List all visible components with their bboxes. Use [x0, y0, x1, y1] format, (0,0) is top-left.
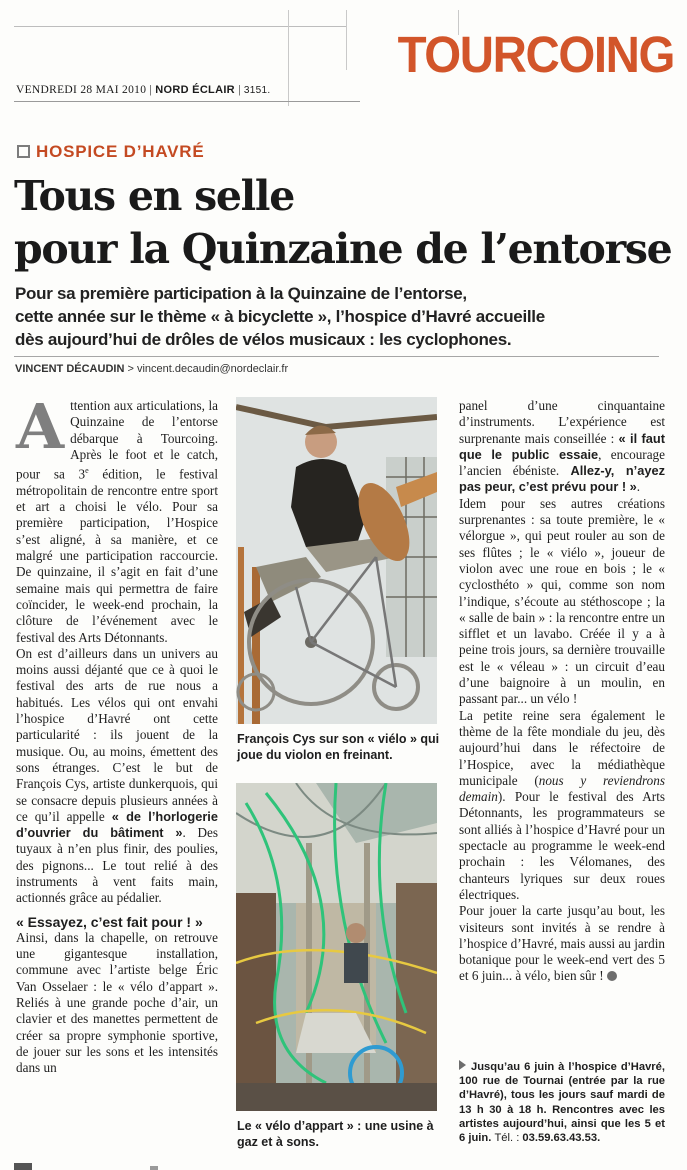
header-rule-top [14, 26, 346, 27]
body-paragraph: La petite reine sera également le thème de la fête mondiale du jeu, dès aujourd’hui dans le réfectoire de l’Hospice, avec la médiathèque municipale (nous y reviendrons demain). Pour le festival des Arts Détonnants, les programmateurs se sont alliés à l’hospice d’Havré pour un spectacle au programme le week-end prochain : les Vélomanes, des chanteurs lyriques sur deux roues électriques. [459, 707, 665, 902]
article-column-1 [16, 390, 218, 1077]
practical-info [459, 1060, 665, 1145]
header-dateline: VENDREDI 28 MAI 2010 | NORD ÉCLAIR | 3151. [16, 84, 271, 96]
footer-rule [150, 1166, 158, 1170]
standfirst-line: Pour sa première participation à la Quinzaine de l’entorse, [15, 284, 467, 303]
triangle-arrow-icon [459, 1060, 466, 1070]
kicker-label: HOSPICE D’HAVRÉ [36, 142, 205, 161]
photo-velo-appart-illustration [236, 783, 437, 1111]
newspaper-name: NORD ÉCLAIR [155, 84, 235, 96]
byline [15, 363, 288, 375]
page-code: 3151. [243, 85, 271, 96]
body-paragraph: On est d’ailleurs dans un univers au moins aussi déjanté que ce à quoi le festival des arts de rue nous a habitués. Les vélos qui ont envahi l’hospice d’Havré ont cette particularité : ils jouent de la musique. Ou, au moins, émettent des sons étranges. C’est le but de François Cys, artiste dunkerquois, qui se consacre depuis plusieurs années à ce qu’il appelle « de l’horlogerie d’ouvrier du bâtiment ». Des tuyaux à n’en plus finir, des poulies, des pignons... Le tout relié à des instruments à vent faits main, actionnés grâce au pédalier. [16, 645, 218, 906]
header-divider [346, 10, 347, 70]
author-name: VINCENT DÉCAUDIN [15, 363, 125, 375]
issue-date: VENDREDI 28 MAI 2010 [16, 84, 147, 96]
dropcap: A [16, 390, 65, 463]
kicker-square-icon [17, 145, 30, 158]
article-column-3 [459, 398, 665, 985]
phone-label: Tél. : [494, 1132, 523, 1145]
phone-number: 03.59.63.43.53. [522, 1132, 601, 1145]
kicker [17, 142, 205, 162]
byline-rule [14, 356, 659, 357]
header-rule-bottom [14, 101, 360, 102]
section-city-title: TOURCOING [397, 26, 674, 83]
standfirst-line: dès aujourd’hui de drôles de vélos musicaux : les cyclophones. [15, 330, 512, 349]
standfirst [15, 282, 665, 351]
headline-line: pour la Quinzaine de l’entorse [14, 225, 672, 273]
photo-vielo-illustration [236, 397, 437, 724]
info-text: Jusqu’au 6 juin à l’hospice d’Havré, 100 rue de Tournai (entrée par la rue d’Havré), tous les jours sauf mardi de 13 h 30 à 18 h. Rencontres avec les artistes aujourd’hui, ainsi que les 5 et 6 juin. [459, 1061, 665, 1145]
body-paragraph: Pour jouer la carte jusqu’au bout, les visiteurs sont invités à se rendre à l’hospice d’Havré, mais aussi au jardin botanique pour le week-end vert des 5 et 6 juin... à vélo, bien sûr ! [459, 903, 665, 984]
body-paragraph: Ainsi, dans la chapelle, on retrouve une gigantesque installation, commune avec l’artiste belge Éric Van Osselaer : le « vélo d’appart ». Reliés à une grande poche d’air, un clavier et des manettes permettent de créer sa propre symphonie sportive, de jouer sur les sons et les intensités dans un [16, 929, 218, 1076]
photo-caption: François Cys sur son « viélo » qui joue du violon en freinant. [237, 732, 440, 762]
photo-velo-appart [236, 783, 437, 1111]
photo-vielo [236, 397, 437, 724]
end-of-article-dot-icon [607, 971, 617, 981]
subheading: « Essayez, c’est fait pour ! » [16, 913, 203, 930]
author-email[interactable]: > vincent.decaudin@nordeclair.fr [127, 363, 289, 375]
headline-line: Tous en selle [14, 172, 294, 220]
headline [14, 170, 671, 276]
header-divider [288, 10, 289, 106]
photo-caption: Le « vélo d’appart » : une usine à gaz et à sons. [237, 1119, 434, 1149]
body-paragraph: Idem pour ses autres créations surprenantes : sa toute première, le « vélorgue », qui peut rouler au son de ses flûtes ; le « viélo », joueur de violon avec une roue en bois ; le « cyclosthéto » qui, comme son nom l’indique, s’écoute au stéthoscope ; la « salle de bain » : la rencontre entre un sifflet et un lavabo. Créée il y a à peine trois jours, sa dernière trouvaille est le « véleau » : un circuit d’eau d’une baignoire à un moulin, en passant par... un vélo ! [459, 495, 665, 707]
body-paragraph: panel d’une cinquantaine d’instruments. L’expérience est surprenante mais conseillée : « il faut que le public essaie, encourage l’ancien ébéniste. Allez-y, n’ayez pas peur, c’est prévu pour ! ». [459, 398, 665, 495]
footer-mark [14, 1163, 32, 1170]
standfirst-line: cette année sur le thème « à bicyclette », l’hospice d’Havré accueille [15, 307, 545, 326]
body-paragraph: Attention aux articulations, la Quinzaine de l’entorse débarque à Tourcoing. Après le foot et le catch, pour sa 3e édition, le festival métropolitain de rencontre entre sport et art a choisi le vélo. Pour sa première participation, l’Hospice s’est aligné, à sa manière, et ce malgré une participation raccourcie. De quinzaine, il s’agit en fait d’une semaine mais qui permettra de faire coïncider, le week-end prochain, la clôture de l’événement avec le festival des Arts Détonnants. [16, 390, 218, 645]
